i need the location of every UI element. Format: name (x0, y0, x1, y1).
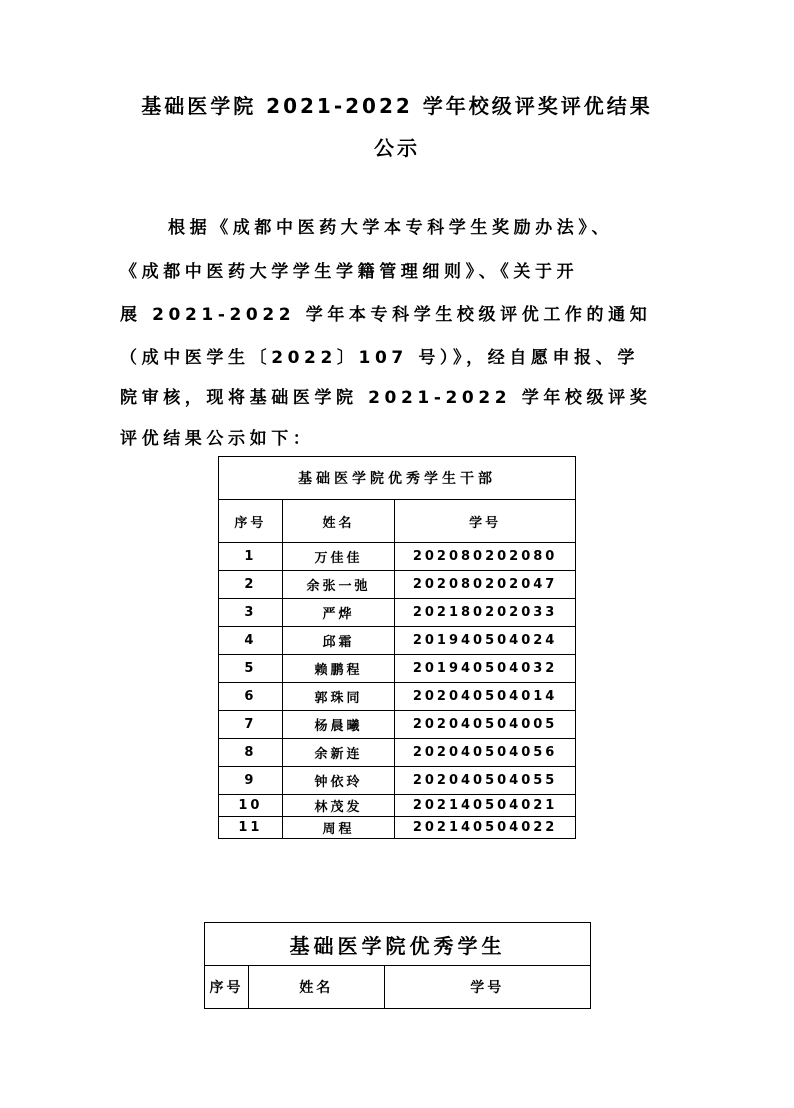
cell-name: 钟依玲 (282, 767, 394, 795)
cell-serial: 5 (219, 655, 283, 683)
cell-student-id: 202080202047 (395, 571, 576, 599)
cell-name: 林茂发 (282, 795, 394, 817)
cell-name: 余新连 (282, 739, 394, 767)
cell-name: 杨晨曦 (282, 711, 394, 739)
cell-student-id: 201940504032 (395, 655, 576, 683)
table-row (219, 817, 576, 839)
cell-name: 郭珠同 (282, 683, 394, 711)
cell-serial: 8 (219, 739, 283, 767)
document-title: 基础医学院 2021-2022 学年校级评奖评优结果 (141, 94, 653, 118)
table-row (219, 795, 576, 817)
cell-name: 余张一弛 (282, 571, 394, 599)
cell-name: 赖鹏程 (282, 655, 394, 683)
table-row (219, 711, 576, 739)
cell-student-id: 202140504022 (395, 817, 576, 839)
intro-line-2: 《成都中医药大学学生学籍管理细则》、《关于开 (120, 262, 579, 282)
cell-serial: 3 (219, 599, 283, 627)
outstanding-student-table (204, 922, 591, 1009)
table-row (219, 571, 576, 599)
header-serial: 序号 (219, 500, 283, 543)
table-row (219, 543, 576, 571)
table-row (219, 739, 576, 767)
table-row (219, 683, 576, 711)
intro-line-3: 展 2021-2022 学年本专科学生校级评优工作的通知 (120, 305, 652, 325)
cell-name: 周程 (282, 817, 394, 839)
intro-line-5: 院审核，现将基础医学院 2021-2022 学年校级评奖 (120, 388, 652, 408)
cell-student-id: 202080202080 (395, 543, 576, 571)
cell-serial: 1 (219, 543, 283, 571)
header-serial: 序号 (205, 966, 249, 1009)
cell-serial: 6 (219, 683, 283, 711)
header-name: 姓名 (248, 966, 384, 1009)
table-row (219, 767, 576, 795)
table-caption: 基础医学院优秀学生干部 (219, 457, 576, 500)
cell-name: 严烨 (282, 599, 394, 627)
intro-line-6: 评优结果公示如下： (120, 429, 315, 449)
cell-serial: 11 (219, 817, 283, 839)
cell-student-id: 202140504021 (395, 795, 576, 817)
cell-student-id: 202180202033 (395, 599, 576, 627)
cell-serial: 7 (219, 711, 283, 739)
cell-student-id: 202040504055 (395, 767, 576, 795)
table-caption: 基础医学院优秀学生 (205, 923, 591, 966)
cell-student-id: 202040504056 (395, 739, 576, 767)
cell-name: 万佳佳 (282, 543, 394, 571)
header-student-id: 学号 (384, 966, 590, 1009)
cell-serial: 10 (219, 795, 283, 817)
table-row (219, 627, 576, 655)
header-name: 姓名 (282, 500, 394, 543)
intro-line-1: 根据《成都中医药大学本专科学生奖励办法》、 (168, 218, 614, 238)
header-student-id: 学号 (395, 500, 576, 543)
outstanding-cadre-table (218, 456, 576, 839)
table-row (219, 655, 576, 683)
cell-serial: 9 (219, 767, 283, 795)
intro-line-4: （成中医学生〔2022〕107 号）》，经自愿申报、学 (120, 348, 639, 368)
cell-student-id: 202040504014 (395, 683, 576, 711)
cell-student-id: 202040504005 (395, 711, 576, 739)
cell-name: 邱霜 (282, 627, 394, 655)
cell-serial: 4 (219, 627, 283, 655)
document-title-continued: 公示 (374, 136, 420, 160)
table-row (219, 599, 576, 627)
cell-serial: 2 (219, 571, 283, 599)
cell-student-id: 201940504024 (395, 627, 576, 655)
